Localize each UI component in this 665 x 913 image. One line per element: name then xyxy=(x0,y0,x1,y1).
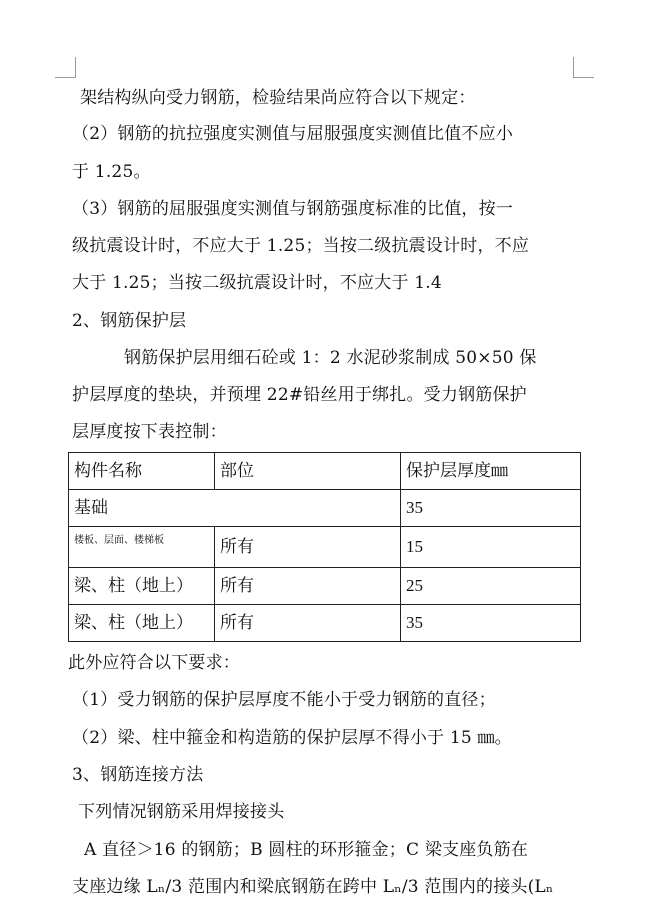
paragraph-line: 钢筋保护层用细石砼或 1：2 水泥砂浆制成 50×50 保 xyxy=(124,348,537,368)
paragraph-line: （3）钢筋的屈服强度实测值与钢筋强度标准的比值，按一 xyxy=(72,199,514,219)
paragraph-line: 级抗震设计时，不应大于 1.25；当按二级抗震设计时，不应 xyxy=(72,236,530,256)
paragraph-line: A 直径＞16 的钢筋；B 圆柱的环形箍金；C 梁支座负筋在 xyxy=(84,840,529,860)
paragraph-line: （2）梁、柱中箍金和构造筋的保护层厚不得小于 15 ㎜。 xyxy=(72,728,512,748)
page-corner-mark-top-left xyxy=(55,57,76,78)
table-row xyxy=(69,568,581,605)
page-corner-mark-top-right xyxy=(573,57,594,78)
paragraph-line: 架结构纵向受力钢筋，检验结果尚应符合以下规定： xyxy=(80,88,476,108)
paragraph-line: （2）钢筋的抗拉强度实测值与屈服强度实测值比值不应小 xyxy=(72,124,514,144)
table-cell: 所有 xyxy=(215,605,401,642)
table-cell: 25 xyxy=(401,568,581,605)
table-cell: 基础 xyxy=(69,490,401,527)
paragraph-line: 护层厚度的垫块，并预埋 22#铅丝用于绑扎。受力钢筋保护 xyxy=(72,385,527,405)
table-cell: 15 xyxy=(401,527,581,568)
table-row xyxy=(69,605,581,642)
section-heading: 3、钢筋连接方法 xyxy=(72,765,204,785)
cover-thickness-table xyxy=(68,452,581,642)
table-header-row xyxy=(69,453,581,490)
table-header-cell: 保护层厚度㎜ xyxy=(401,453,581,490)
table-cell: 35 xyxy=(401,490,581,527)
paragraph-line: 此外应符合以下要求： xyxy=(68,653,240,673)
table-cell: 梁、柱（地上） xyxy=(69,568,215,605)
paragraph-line: （1）受力钢筋的保护层厚度不能小于受力钢筋的直径； xyxy=(72,690,496,710)
table-cell: 35 xyxy=(401,605,581,642)
table-cell: 所有 xyxy=(215,568,401,605)
table-header-cell: 构件名称 xyxy=(69,453,215,490)
table-row xyxy=(69,490,581,527)
section-heading: 2、钢筋保护层 xyxy=(72,311,187,331)
paragraph-line: 层厚度按下表控制： xyxy=(72,422,227,442)
table-header-cell: 部位 xyxy=(215,453,401,490)
paragraph-line: 于 1.25。 xyxy=(72,162,151,182)
table-row xyxy=(69,527,581,568)
table-cell: 梁、柱（地上） xyxy=(69,605,215,642)
paragraph-line: 支座边缘 Lₙ/3 范围内和梁底钢筋在跨中 Lₙ/3 范围内的接头(Lₙ xyxy=(72,877,554,897)
table-cell: 楼板、层面、楼梯板 xyxy=(69,527,215,568)
table-cell: 所有 xyxy=(215,527,401,568)
paragraph-line: 下列情况钢筋采用焊接接头 xyxy=(78,802,285,822)
paragraph-line: 大于 1.25；当按二级抗震设计时，不应大于 1.4 xyxy=(72,273,442,293)
